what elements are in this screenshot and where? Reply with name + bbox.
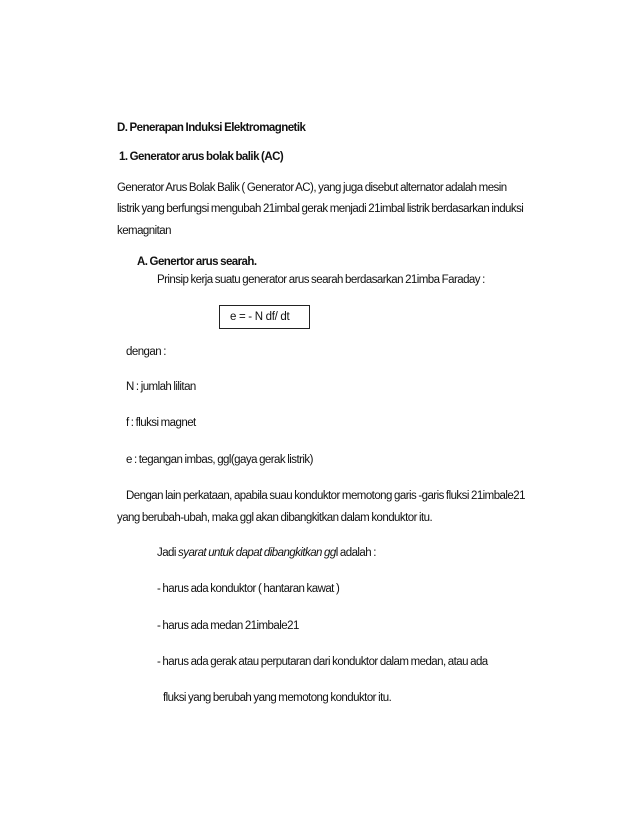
jadi-prefix: Jadi xyxy=(157,547,179,559)
conditions-intro xyxy=(157,546,376,560)
condition-3: - harus ada gerak atau perputaran dari konduktor dalam medan, atau ada xyxy=(157,656,488,668)
condition-2: - harus ada medan 21imbale21 xyxy=(157,620,299,632)
condition-3-continued: fluksi yang berubah yang memotong konduktor itu. xyxy=(163,692,392,704)
variable-e: e : tegangan imbas, ggl(gaya gerak listrik) xyxy=(126,454,313,466)
variable-n: N : jumlah lilitan xyxy=(126,381,196,393)
section-heading: D. Penerapan Induksi Elektromagnetik xyxy=(117,122,306,134)
explanation-line-1: Dengan lain perkataan, apabila suau konduktor memotong garis -garis fluksi 21imbale21 xyxy=(126,490,525,502)
jadi-italic: syarat untuk dapat dibangkitkan gg xyxy=(178,547,336,559)
intro-line-3: kemagnitan xyxy=(117,225,171,237)
dc-generator-heading: A. Genertor arus searah. xyxy=(137,256,257,268)
intro-line-1: Generator Arus Bolak Balik ( Generator AC), yang juga disebut alternator adalah mesin xyxy=(117,182,507,194)
variable-f: f : fluksi magnet xyxy=(126,417,196,429)
intro-line-2: listrik yang berfungsi mengubah 21imbal gerak menjadi 21imbal listrik berdasarkan induksi xyxy=(117,203,524,215)
faraday-formula: e = - N df/ dt xyxy=(230,311,290,323)
dengan-label: dengan : xyxy=(126,346,166,358)
jadi-suffix: l adalah : xyxy=(335,547,376,559)
condition-1: - harus ada konduktor ( hantaran kawat ) xyxy=(157,583,340,595)
faraday-principle: Prinsip kerja suatu generator arus searah berdasarkan 21imba Faraday : xyxy=(157,274,485,286)
subsection-heading: 1. Generator arus bolak balik (AC) xyxy=(119,151,284,163)
explanation-line-2: yang berubah-ubah, maka ggl akan dibangkitkan dalam konduktor itu. xyxy=(117,512,433,524)
formula-box xyxy=(219,305,310,329)
